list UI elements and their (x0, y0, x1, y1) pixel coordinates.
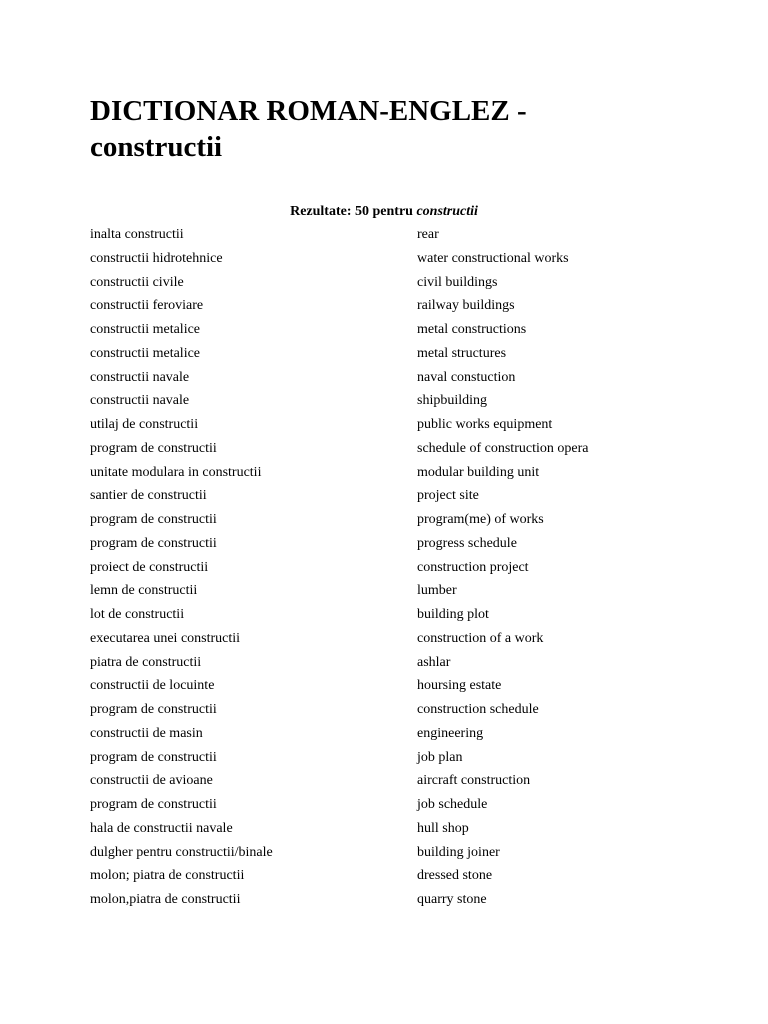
dictionary-entry (90, 391, 690, 415)
dictionary-entry (90, 534, 690, 558)
dictionary-entry (90, 629, 690, 653)
romanian-term: piatra de constructii (90, 654, 202, 670)
document-title (90, 93, 690, 165)
english-translation: water constructional works (417, 250, 569, 266)
romanian-term: santier de constructii (90, 488, 207, 504)
english-translation: modular building unit (417, 464, 540, 480)
romanian-term: dulgher pentru constructii/binale (90, 844, 273, 860)
english-translation: building plot (417, 607, 489, 622)
results-summary (0, 202, 768, 222)
dictionary-entry (90, 320, 690, 344)
title-line-2: constructii (90, 131, 223, 163)
english-translation: construction project (417, 559, 529, 575)
romanian-term: executarea unei constructii (90, 630, 241, 646)
dictionary-entry (90, 676, 690, 700)
romanian-term: constructii civile (90, 274, 184, 290)
english-translation: lumber (417, 583, 457, 599)
english-translation: project site (417, 488, 479, 504)
romanian-term: hala de constructii navale (90, 820, 233, 836)
english-translation: construction of a work (417, 630, 544, 646)
romanian-term: constructii navale (90, 369, 190, 385)
romanian-term: constructii hidrotehnice (90, 250, 223, 266)
english-translation: shipbuilding (417, 393, 488, 409)
english-translation: civil buildings (417, 274, 498, 290)
dictionary-entry (90, 700, 690, 724)
dictionary-entry (90, 249, 690, 273)
romanian-term: molon; piatra de constructii (90, 868, 245, 884)
english-translation: hoursing estate (417, 678, 502, 694)
romanian-term: program de constructii (90, 535, 217, 551)
dictionary-entry (90, 558, 690, 582)
romanian-term: unitate modulara in constructii (90, 464, 262, 480)
dictionary-entry (90, 771, 690, 795)
dictionary-entry (90, 724, 690, 748)
romanian-term: program de constructii (90, 440, 217, 456)
english-translation: hull shop (417, 820, 469, 836)
dictionary-entry (90, 653, 690, 677)
dictionary-entry (90, 415, 690, 439)
romanian-term: program de constructii (90, 702, 217, 717)
english-translation: engineering (417, 725, 484, 741)
romanian-term: constructii de avioane (90, 773, 213, 789)
english-translation: dressed stone (417, 868, 493, 884)
dictionary-entry (90, 581, 690, 605)
romanian-term: constructii metalice (90, 322, 201, 337)
dictionary-entry (90, 843, 690, 867)
romanian-term: program de constructii (90, 512, 217, 527)
english-translation: progress schedule (417, 535, 517, 551)
results-term: constructii (416, 204, 478, 219)
romanian-term: lot de constructii (90, 607, 185, 622)
romanian-term: constructii de masin (90, 725, 203, 741)
dictionary-entry (90, 344, 690, 368)
dictionary-entries (90, 225, 690, 914)
dictionary-entry (90, 463, 690, 487)
dictionary-entry (90, 890, 690, 914)
romanian-term: lemn de constructii (90, 583, 198, 599)
english-translation: aircraft construction (417, 773, 531, 789)
dictionary-entry (90, 225, 690, 249)
dictionary-entry (90, 748, 690, 772)
english-translation: building joiner (417, 844, 500, 860)
dictionary-entry (90, 866, 690, 890)
dictionary-entry (90, 486, 690, 510)
title-line-1: DICTIONAR ROMAN-ENGLEZ - (90, 95, 527, 127)
romanian-term: constructii metalice (90, 345, 201, 361)
english-translation: railway buildings (417, 298, 515, 314)
romanian-term: utilaj de constructii (90, 417, 199, 432)
romanian-term: constructii navale (90, 393, 190, 409)
dictionary-entry (90, 795, 690, 819)
english-translation: naval constuction (417, 369, 516, 385)
romanian-term: constructii feroviare (90, 298, 204, 314)
results-prefix: Rezultate: 50 pentru (290, 204, 417, 219)
dictionary-entry (90, 819, 690, 843)
english-translation: quarry stone (417, 892, 487, 907)
romanian-term: program de constructii (90, 749, 217, 765)
dictionary-entry (90, 273, 690, 297)
dictionary-entry (90, 439, 690, 463)
english-translation: job schedule (417, 797, 488, 812)
english-translation: metal constructions (417, 322, 527, 337)
english-translation: job plan (417, 749, 463, 765)
english-translation: metal structures (417, 345, 507, 361)
romanian-term: molon,piatra de constructii (90, 892, 241, 907)
dictionary-entry (90, 368, 690, 392)
romanian-term: inalta constructii (90, 227, 184, 242)
romanian-term: proiect de constructii (90, 559, 209, 575)
romanian-term: program de constructii (90, 797, 217, 812)
dictionary-entry (90, 296, 690, 320)
dictionary-entry (90, 605, 690, 629)
romanian-term: constructii de locuinte (90, 678, 215, 694)
english-translation: construction schedule (417, 702, 539, 717)
english-translation: public works equipment (417, 417, 553, 432)
dictionary-entry (90, 510, 690, 534)
english-translation: ashlar (417, 654, 451, 670)
english-translation: rear (417, 227, 439, 242)
english-translation: schedule of construction opera (417, 440, 589, 456)
english-translation: program(me) of works (417, 512, 544, 527)
